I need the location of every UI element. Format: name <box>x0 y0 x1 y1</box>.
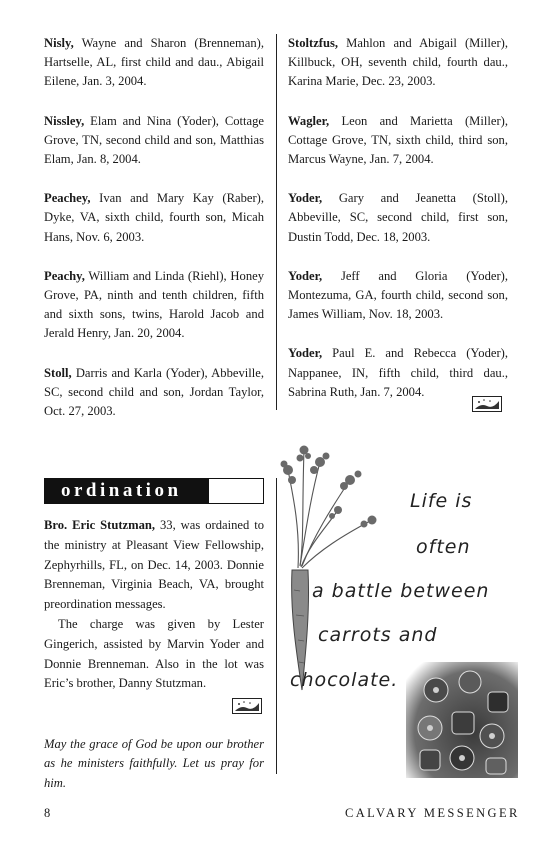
birth-surname: Yoder, <box>288 191 323 206</box>
publication-title: CALVARY MESSENGER <box>345 806 520 820</box>
birth-details: Darris and Karla (Yoder), Abbeville, SC, second child and son, Jordan Taylor, Oct. 27, 2003. <box>44 365 264 419</box>
birth-surname: Nissley, <box>44 113 85 128</box>
birth-details: Leon and Marietta (Miller), Cottage Grove, TN, sixth child, third son, Marcus Wayne, Jan. 7, 2004. <box>288 113 508 167</box>
birth-entry <box>44 34 264 92</box>
section-heading-ordination <box>44 478 264 504</box>
ordination-paragraph: The charge was given by Lester Gingerich, assisted by Marvin Yoder and Donnie Brenneman. Also in the lot was Eric’s brother, Danny Stutzman. <box>44 616 264 691</box>
birth-details: Mahlon and Abigail (Miller), Killbuck, OH, seventh child, fourth dau., Karina Marie, Dec. 23, 2003. <box>288 36 508 89</box>
birth-surname: Stoll, <box>44 365 72 380</box>
birth-details: Paul E. and Rebecca (Yoder), Nappanee, IN, fifth child, third dau., Sabrina Ruth, Jan. 7, 2004. <box>288 346 508 399</box>
birth-entry <box>288 267 508 325</box>
birth-surname: Yoder, <box>288 346 323 361</box>
birth-details: William and Linda (Riehl), Honey Grove, PA, ninth and tenth children, fifth and sixth sons, twins, Harold Jacob and Jerald Henry, Jan. 20, 2004. <box>44 268 264 341</box>
column-divider <box>276 34 277 410</box>
heading-text: ordination <box>61 480 182 501</box>
section-end-ornament-icon <box>472 396 502 412</box>
quote-line: a battle between <box>312 580 490 602</box>
column-divider <box>276 478 277 774</box>
births-column-right <box>288 34 508 422</box>
ordination-details: 33, was ordained to the ministry at Pleasant View Fellowship, Zephyrhills, FL, on Dec. 14, 2003. Donnie Brenneman, Virginia Beach, VA, brought preordination messages. <box>44 518 264 612</box>
birth-entry <box>44 364 264 422</box>
birth-details: Wayne and Sharon (Brenneman), Hartselle, AL, first child and dau., Abigail Eilene, Jan. 3, 2004. <box>44 36 264 89</box>
birth-surname: Nisly, <box>44 36 74 50</box>
birth-surname: Stoltzfus, <box>288 36 339 50</box>
birth-details: Elam and Nina (Yoder), Cottage Grove, TN, second child and son, Matthias Elam, Jan. 8, 2004. <box>44 113 264 167</box>
birth-details: Jeff and Gloria (Yoder), Montezuma, GA, fourth child, second son, James William, Nov. 18, 2003. <box>288 268 508 322</box>
birth-surname: Peachey, <box>44 191 91 206</box>
ordination-article <box>44 516 264 694</box>
births-column-left <box>44 34 264 441</box>
birth-entry <box>44 112 264 170</box>
birth-entry <box>288 189 508 247</box>
page-number: 8 <box>44 806 51 820</box>
ordination-paragraph <box>44 516 264 615</box>
birth-entry <box>44 189 264 247</box>
birth-entry <box>288 112 508 170</box>
quote-line: carrots and <box>318 624 438 646</box>
blessing-text: May the grace of God be upon our brother as he ministers faithfully. Let us pray for him. <box>44 736 264 791</box>
section-end-ornament-icon <box>232 698 262 714</box>
birth-surname: Wagler, <box>288 113 330 128</box>
birth-entry <box>288 34 508 92</box>
quote-line: Life is <box>410 490 473 512</box>
chocolates-photo <box>406 662 518 778</box>
birth-entry <box>44 267 264 344</box>
carrot-illustration <box>280 440 380 692</box>
quote-line: chocolate. <box>290 669 399 691</box>
birth-surname: Peachy, <box>44 268 85 283</box>
birth-details: Ivan and Mary Kay (Raber), Dyke, VA, sixth child, fourth son, Micah Hans, Nov. 6, 2003. <box>44 191 264 244</box>
birth-entry <box>288 344 508 402</box>
ordinee-name: Bro. Eric Stutzman, <box>44 518 156 532</box>
quote-line: often <box>416 536 471 558</box>
birth-surname: Yoder, <box>288 268 323 283</box>
birth-details: Gary and Jeanetta (Stoll), Abbeville, SC, second child, first son, Dustin Todd, Dec. 18, 2003. <box>288 191 508 244</box>
